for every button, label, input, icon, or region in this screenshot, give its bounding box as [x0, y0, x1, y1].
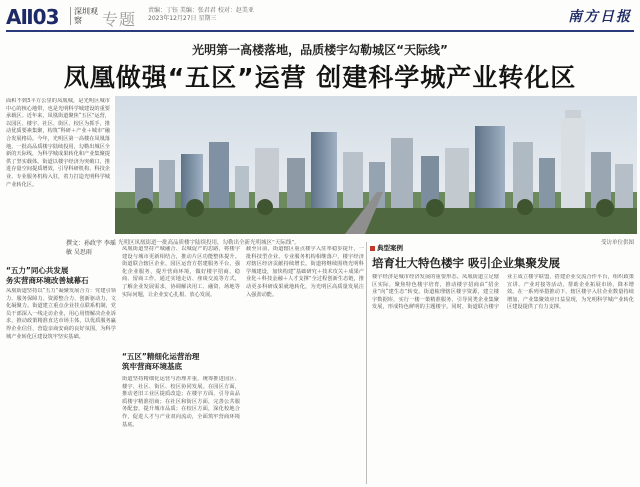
section-name: 深圳观察 — [70, 7, 100, 25]
case-title: 培育壮大特色楼宇 吸引企业集聚发展 — [372, 256, 561, 270]
photo-credit: 受访单位供图 — [600, 240, 634, 246]
column-divider — [366, 242, 367, 484]
section-3-text: 截至目前，街道辖区重点楼宇入驻率稳步提升，一批科技型企业、专业服务机构相继落户，楼宇经济对辖区经济贡献持续增长。街道将继续围绕光明科学城建设，加快构建“基础研究＋技术攻关＋成果产业化＋科技金融＋人才支撑”全过程创新生态链，推动更多科研成果就地转化，为光明区高质量发展注入强劲动能。 — [246, 246, 364, 298]
page-number: AⅡ03 — [6, 5, 59, 29]
tag-square-icon — [370, 246, 375, 251]
column-2-text: 凤凰街道坚持产城融合、以城促产的思路，将楼宇建设与城市更新相结合，推动片区功能整体提升。街道联合辖区企业、园区运营方搭建服务平台，强化企业服务，提升营商环境，做好楼宇招商、稳商、留商工作。通过实地走访、座谈交流等方式，了解企业发展需求，协调解决用工、融资、场地等实际问题，让企业安心扎根、放心发展。 — [122, 246, 240, 298]
headline: 凤凰做强“五区”运营 创建科学城产业转化区 — [63, 63, 577, 92]
lead-text: 面积不到5平方公里的凤凰城，是光明区城市中心的核心地带，也是光明科学城建设的重要承载区。近年来，凤凰街道聚焦“五区”运营，以园区、楼宇、社区、街区、校区为抓手，推动优质要素集聚，构筑“科研＋产业＋城市”融合发展格局。今年，光明区第一高楼在凤凰落地，一批高品质楼宇陆续投用，勾勒出城区全新的天际线，为科学城成果转化和产业集聚提供了坚实载体。街道以楼宇经济为突破口，推进存量空间提质增效，引导科研机构、科技企业、专业服务机构入驻，着力打造光明科学城产业转化区。 — [6, 98, 110, 188]
newspaper-logo: 南方日报 — [568, 9, 632, 25]
photo-caption: 光明区凤凰街道一批高品质楼宇陆续投用，勾勒出全新光明城区“天际线”。 — [118, 240, 300, 246]
case-tag — [370, 243, 403, 252]
byline: 撰文：孙政宇 李瑶敏 吴思雨 — [66, 240, 116, 256]
date-line: 2023年12月27日 星期三 — [148, 15, 217, 22]
case-text: 楼宇经济是城市经济发展的重要形态。凤凰街道立足辖区实际，聚焦特色楼宇培育，推动楼宇招商由“招企业”向“建生态”转变。街道梳理辖区楼宇资源，建立楼宇数据库，实行一楼一策精准服务，引导同类企业集聚发展，形成特色鲜明的主题楼宇。同时，街道联合楼宇业主成立楼宇联盟，搭建企业交流合作平台，组织政策宣讲、产业对接等活动，帮助企业拓展市场、降本增效。在一系列举措推动下，辖区楼宇入驻企业数量持续增加，产业集聚效应日益显现，为光明科学城产业转化区建设提供了有力支撑。 — [372, 274, 634, 311]
section-1-title: “五力”同心共发展 务实营商环境改善城幕石 — [6, 266, 89, 285]
editor-line: 责编：丁钰 美编：张君君 校对：赵美亚 — [148, 7, 254, 14]
masthead — [6, 4, 634, 32]
topic-label: 专题 — [102, 10, 137, 29]
skyline-illustration — [115, 96, 637, 234]
section-1-text: 凤凰街道坚持以“五力”凝聚发展合力：党建引领力、服务保障力、资源整合力、创新驱动力、文化凝聚力。街道建立重点企业挂点联系机制，党员干部深入一线走访企业，用心用情解决企业诉求，推动政策精准直达市场主体，以优质服务赢得企业信任，营造亲商安商的良好氛围，为科学城产业转化区建设筑牢坚实基础。 — [6, 288, 116, 340]
section-2-text: 街道坚持精细化运营与治理并重，统筹推进园区、楼宇、社区、街区、校区协同发展。在园区方面，推动老旧工业区提质改造；在楼宇方面，引导高品质楼宇精准招商；在社区和街区方面，完善公共服务配套，提升城市品质；在校区方面，深化校地合作，促进人才与产业双向流动，全面筑牢营商环境基底。 — [122, 376, 240, 428]
skyline-photo — [115, 96, 637, 234]
page-meta — [148, 7, 254, 23]
section-2-title: “五区”精细化运营治理 筑牢营商环境基底 — [122, 352, 200, 371]
kicker: 光明第一高楼落地，品质楼宇勾勒城区“天际线” — [192, 43, 448, 57]
case-tag-label: 典型案例 — [377, 244, 403, 252]
